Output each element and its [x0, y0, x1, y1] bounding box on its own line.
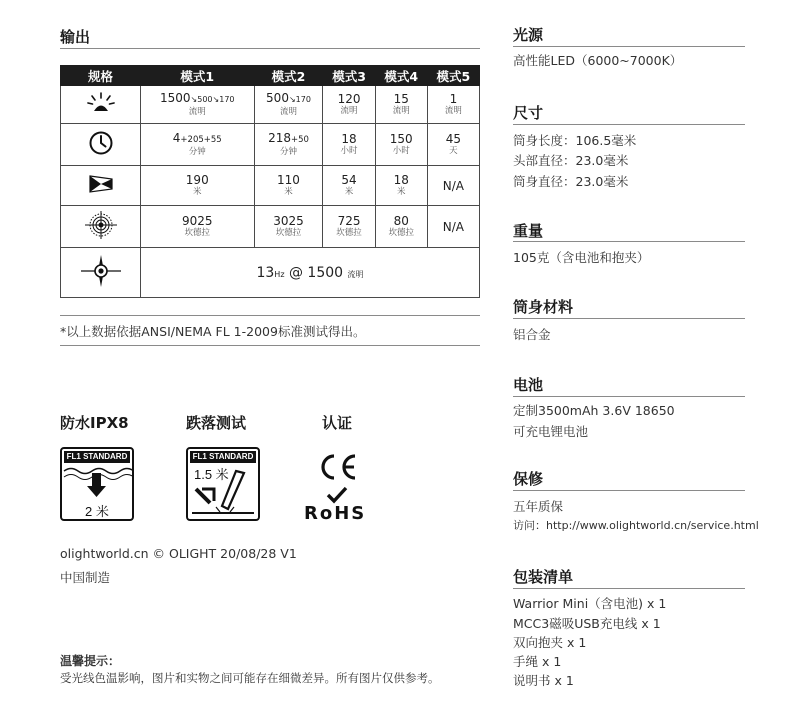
- cell-unit: 流明: [392, 106, 410, 116]
- brightness-mode4: [375, 86, 427, 124]
- cell-unit: 小时: [392, 146, 410, 156]
- brightness-mode2: [254, 86, 323, 124]
- cell-value: 18: [393, 173, 409, 187]
- distance-mode5: [427, 166, 479, 206]
- cert-title: 认证: [322, 414, 353, 432]
- strobe-lumens: 1500: [307, 264, 344, 281]
- cell-value: N/A: [442, 219, 465, 234]
- cell-unit: 流明: [340, 106, 358, 116]
- cell-value: 15: [393, 92, 409, 106]
- strobe-at: @: [288, 264, 303, 281]
- package-divider: [513, 588, 745, 589]
- cell-unit: 分钟: [279, 147, 297, 157]
- copyright-text: olightworld.cn © OLIGHT 20/08/28 V1: [60, 546, 297, 561]
- cell-unit: 米: [344, 187, 354, 197]
- brightness-mode5: [427, 86, 479, 124]
- package-title: 包装清单: [513, 568, 574, 586]
- cell-unit: 流明: [279, 107, 297, 117]
- runtime-mode1: [141, 124, 255, 166]
- battery-divider: [513, 396, 745, 397]
- package-item-3: 双向抱夹 x 1: [513, 635, 587, 650]
- cell-extra: +50: [290, 135, 309, 145]
- header-spec: 规格: [61, 66, 141, 86]
- cell-value: 120: [337, 92, 361, 106]
- impact-standard: FL1 STANDARD: [190, 451, 256, 463]
- runtime-mode3: [323, 124, 375, 166]
- weight-line-1: 105克（含电池和抱夹）: [513, 250, 650, 265]
- light-source-divider: [513, 46, 745, 47]
- cell-unit: 流明: [444, 106, 462, 116]
- intensity-mode2: [254, 206, 323, 248]
- header-mode2: 模式2: [254, 66, 323, 86]
- strobe-frequency: 13: [256, 264, 275, 281]
- cell-value: 80: [393, 214, 409, 228]
- rohs-label: RoHS: [304, 503, 367, 524]
- dimensions-line-1: 筒身长度：106.5毫米: [513, 133, 637, 148]
- battery-title: 电池: [513, 376, 544, 394]
- intensity-mode4: [375, 206, 427, 248]
- cell-value: 18: [341, 132, 357, 146]
- warranty-title: 保修: [513, 470, 544, 488]
- brightness-mode3: [323, 86, 375, 124]
- cell-value: 1: [449, 92, 458, 106]
- notice-title: 温馨提示：: [60, 654, 121, 668]
- material-divider: [513, 318, 745, 319]
- distance-mode2: [254, 166, 323, 206]
- battery-line-1: 定制3500mAh 3.6V 18650: [513, 403, 675, 418]
- cell-value: 218: [268, 131, 291, 145]
- output-title: 输出: [60, 28, 91, 46]
- cell-unit: 米: [192, 187, 202, 197]
- header-mode3: 模式3: [323, 66, 375, 86]
- cell-unit: 天: [449, 146, 458, 156]
- warranty-line-1: 五年质保: [513, 499, 564, 514]
- cell-unit: 米: [284, 187, 293, 197]
- cell-unit: 流明: [188, 107, 206, 117]
- cell-extra: ↘500↘170: [190, 95, 235, 104]
- footnote-divider: [60, 345, 480, 346]
- header-mode5: 模式5: [427, 66, 479, 86]
- cell-unit: 坎德拉: [388, 228, 414, 238]
- ce-mark-icon: [315, 452, 359, 482]
- weight-title: 重量: [513, 222, 544, 240]
- cell-value: 54: [341, 173, 357, 187]
- distance-mode4: [375, 166, 427, 206]
- cell-unit: 分钟: [188, 147, 206, 157]
- strobe-icon: [61, 248, 141, 298]
- material-title: 筒身材料: [513, 298, 574, 316]
- cell-unit: 坎德拉: [184, 228, 210, 238]
- warranty-link[interactable]: 访问：http://www.olightworld.cn/service.html: [513, 519, 759, 532]
- cell-value: 4: [172, 131, 181, 145]
- made-in-text: 中国制造: [60, 570, 111, 585]
- header-mode4: 模式4: [375, 66, 427, 86]
- light-source-line-1: 高性能LED（6000~7000K）: [513, 53, 683, 68]
- runtime-mode5: [427, 124, 479, 166]
- output-bottom-divider: [60, 315, 480, 316]
- distance-mode1: [141, 166, 255, 206]
- package-item-4: 手绳 x 1: [513, 654, 562, 669]
- cell-extra: ↘170: [288, 95, 311, 104]
- output-divider: [60, 48, 480, 49]
- header-mode1: 模式1: [141, 66, 255, 86]
- table-row-strobe: [61, 248, 480, 298]
- intensity-mode1: [141, 206, 255, 248]
- brightness-mode1: [141, 86, 255, 124]
- dimensions-line-3: 筒身直径：23.0毫米: [513, 174, 629, 189]
- table-header-row: [61, 66, 480, 86]
- cell-value: 9025: [181, 214, 213, 228]
- warranty-divider: [513, 490, 745, 491]
- cell-value: 1500: [160, 91, 191, 105]
- intensity-mode5: [427, 206, 479, 248]
- waterproof-title: 防水IPX8: [60, 414, 129, 432]
- intensity-mode3: [323, 206, 375, 248]
- battery-line-2: 可充电锂电池: [513, 424, 589, 439]
- dimensions-line-2: 头部直径：23.0毫米: [513, 153, 629, 168]
- table-row-distance: [61, 166, 480, 206]
- cell-value: 150: [389, 132, 413, 146]
- cell-value: 110: [277, 173, 300, 187]
- runtime-mode4: [375, 124, 427, 166]
- package-item-5: 说明书 x 1: [513, 673, 574, 688]
- waterproof-standard: FL1 STANDARD: [64, 451, 130, 463]
- cell-unit: 米: [396, 187, 406, 197]
- output-footnote: *以上数据依据ANSI/NEMA FL 1-2009标准测试得出。: [60, 324, 366, 339]
- cell-unit: 坎德拉: [336, 228, 362, 238]
- brightness-icon: [61, 86, 141, 124]
- table-row-intensity: [61, 206, 480, 248]
- package-item-2: MCC3磁吸USB充电线 x 1: [513, 616, 661, 631]
- strobe-lumens-unit: 流明: [347, 269, 364, 279]
- cell-value: 500: [266, 91, 289, 105]
- impact-badge: [186, 447, 260, 521]
- runtime-clock-icon: [61, 124, 141, 166]
- cell-value: 3025: [273, 214, 304, 228]
- table-row-brightness: [61, 86, 480, 124]
- output-spec-table: [60, 65, 480, 298]
- impact-title: 跌落测试: [186, 414, 247, 432]
- distance-mode3: [323, 166, 375, 206]
- drop-test-icon: [188, 463, 258, 519]
- waterproof-badge: [60, 447, 134, 521]
- cell-unit: 坎德拉: [275, 228, 302, 238]
- rohs-check-icon: [326, 486, 348, 504]
- intensity-target-icon: [61, 206, 141, 248]
- runtime-mode2: [254, 124, 323, 166]
- dimensions-divider: [513, 124, 745, 125]
- cell-value: 725: [337, 214, 361, 228]
- beam-distance-icon: [61, 166, 141, 206]
- cell-value: 45: [445, 132, 462, 146]
- table-row-runtime: [61, 124, 480, 166]
- package-item-1: Warrior Mini（含电池) x 1: [513, 596, 667, 611]
- cell-extra: +205+55: [180, 135, 222, 145]
- water-depth-icon: [62, 463, 132, 503]
- impact-height: 1.5 米: [194, 467, 229, 482]
- material-line-1: 铝合金: [513, 327, 551, 342]
- strobe-frequency-unit: Hz: [274, 269, 285, 279]
- weight-divider: [513, 241, 745, 242]
- strobe-value-cell: [141, 248, 480, 298]
- notice-text: 受光线色温影响，图片和实物之间可能存在细微差异。所有图片仅供参考。: [60, 671, 440, 685]
- cell-value: 190: [185, 173, 209, 187]
- waterproof-depth: 2 米: [85, 504, 109, 519]
- cell-value: N/A: [442, 178, 465, 193]
- light-source-title: 光源: [513, 26, 544, 44]
- dimensions-title: 尺寸: [513, 104, 544, 122]
- cell-unit: 小时: [340, 146, 358, 156]
